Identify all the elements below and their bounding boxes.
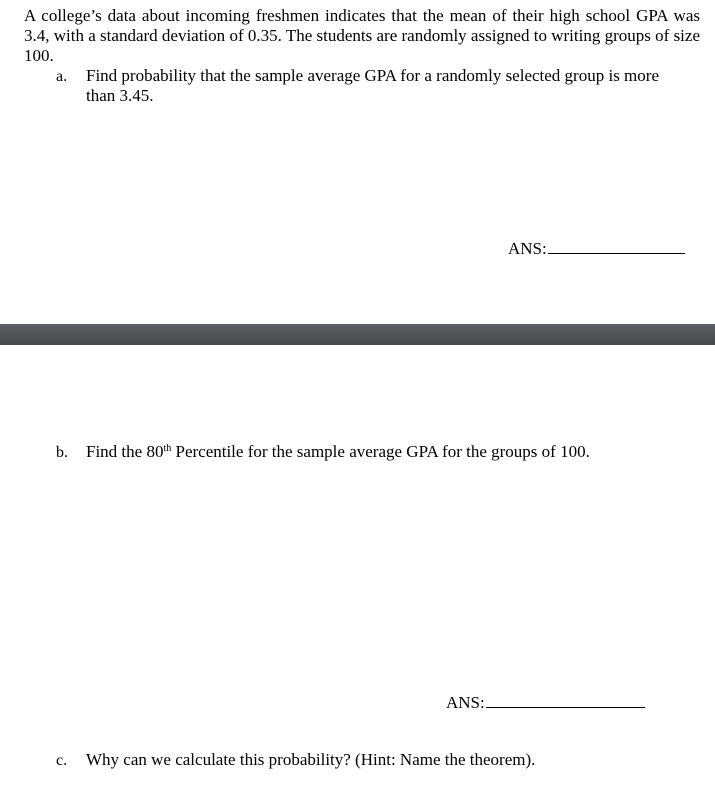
question-c-text: Why can we calculate this probability? (Hint: Name the theorem).: [86, 750, 536, 769]
question-a-label: a.: [56, 68, 68, 85]
answer-b: [446, 691, 645, 713]
answer-a: [508, 237, 685, 259]
question-b-text-before: Find the 80: [86, 442, 164, 461]
document-page-top: [0, 0, 715, 324]
question-b-superscript: th: [163, 443, 172, 454]
answer-a-blank[interactable]: [548, 237, 685, 254]
answer-a-label: ANS:: [508, 239, 547, 258]
question-b-text: [86, 442, 590, 462]
document-page-bottom: [0, 345, 715, 788]
question-a-text: Find probability that the sample average GPA for a randomly selected group is more than 3.45.: [86, 66, 659, 105]
question-c-label: c.: [56, 752, 68, 769]
question-b-label: b.: [56, 444, 68, 461]
problem-intro: A college’s data about incoming freshmen indicates that the mean of their high school GPA was 3.4, with a standard deviation of 0.35. The students are randomly assigned to writing groups of size 100.: [24, 6, 700, 65]
answer-b-blank[interactable]: [486, 691, 645, 708]
question-b-text-after: Percentile for the sample average GPA for the groups of 100.: [171, 442, 590, 461]
answer-b-label: ANS:: [446, 693, 485, 712]
page-separator: [0, 324, 715, 345]
